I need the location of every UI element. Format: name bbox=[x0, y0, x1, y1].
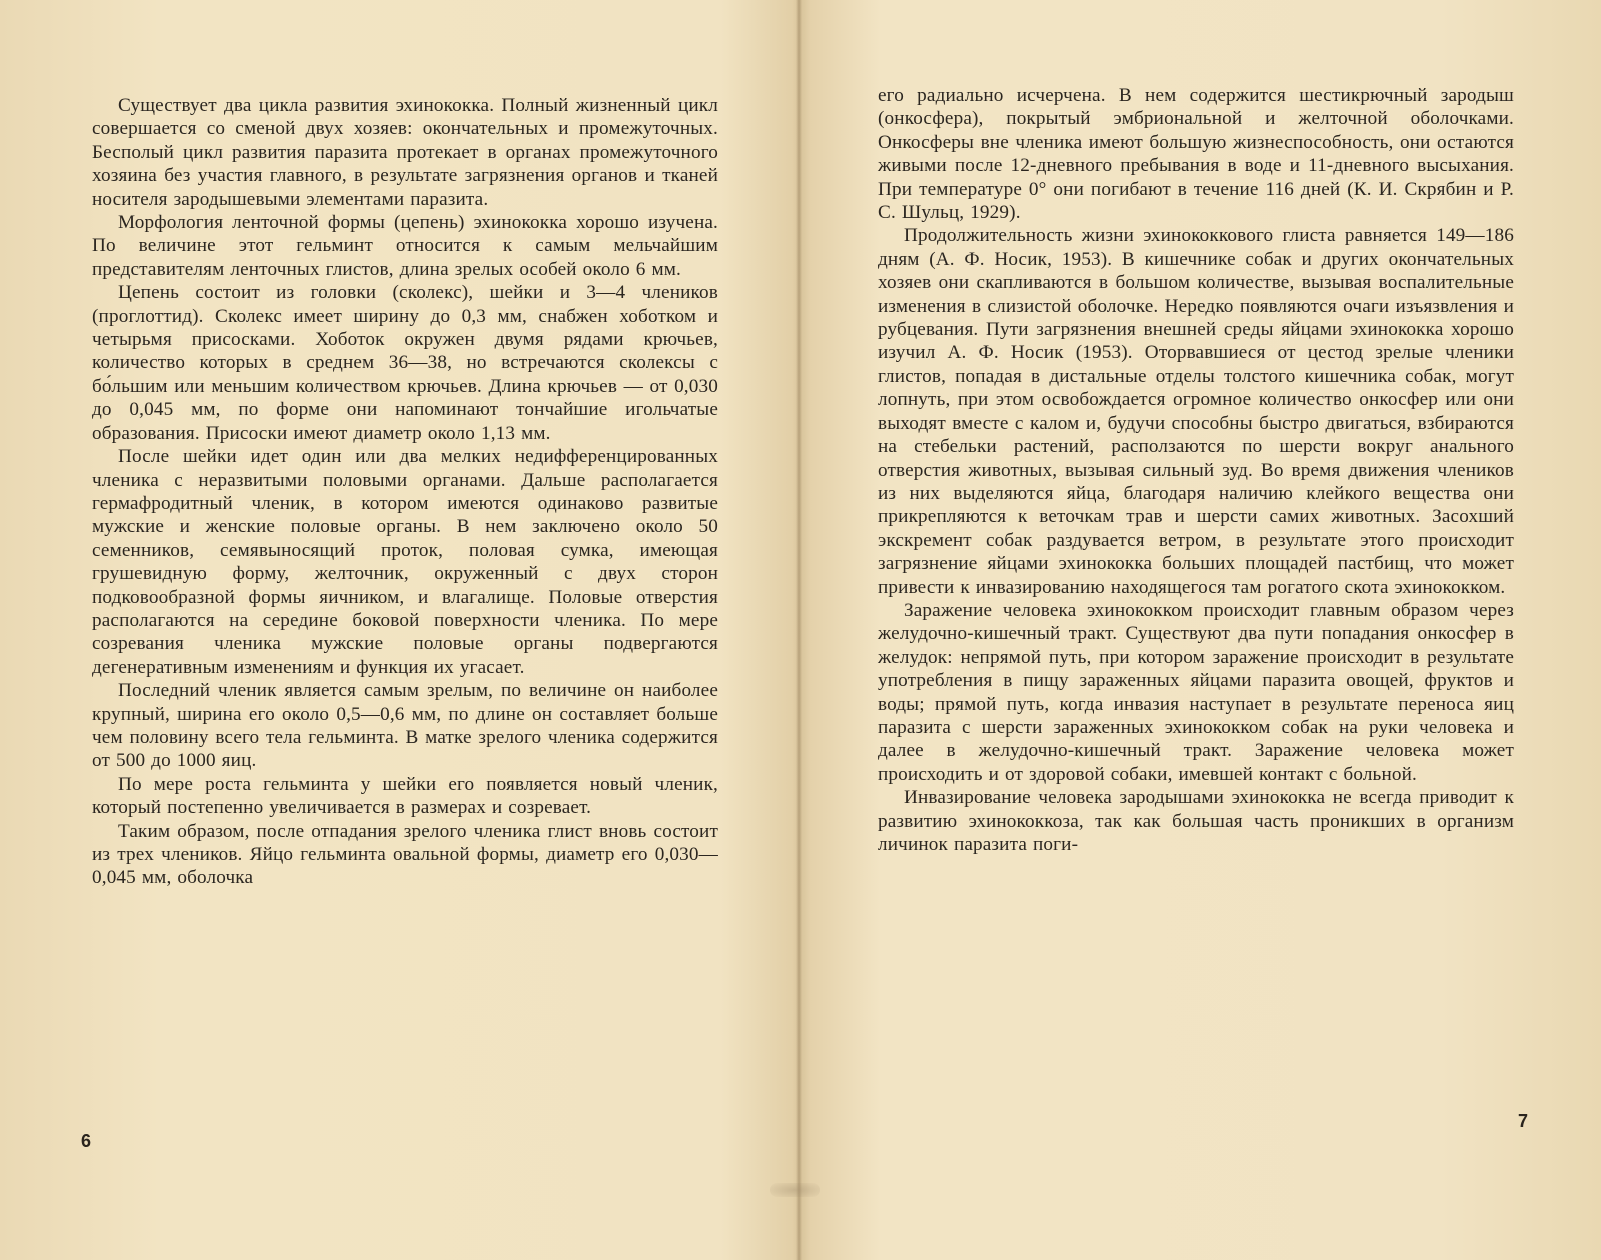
right-page-number: 7 bbox=[1518, 1111, 1529, 1131]
left-paragraph-7: Таким образом, после отпадания зрелого членика глист вновь состоит из трех члеников. Яйцо гельминта овальной формы, диаметр его 0,030—0,045 мм, оболочка bbox=[92, 820, 718, 889]
left-page-text bbox=[92, 94, 718, 890]
left-paragraph-2: Морфология ленточной формы (цепень) эхинококка хорошо изучена. По величине этот гельминт относится к самым мельчайшим представителям ленточных глистов, длина зрелых особей около 6 мм. bbox=[92, 212, 718, 280]
paper-smudge bbox=[770, 1183, 820, 1197]
left-paragraph-6: По мере роста гельминта у шейки его появляется новый членик, который постепенно увеличивается в размерах и созревает. bbox=[92, 773, 718, 819]
left-paragraph-4: После шейки идет один или два мелких недифференцированных членика с неразвитыми половыми органами. Дальше располагается гермафродитный членик, в котором имеются одинаково развитые мужские и женские половые органы. В нем заключено около 50 семенников, семявыносящий проток, половая сумка, имеющая грушевидную форму, желточник, окруженный с двух сторон подковообразной формы яичником, и влагалище. Половые отверстия располагаются на середине боковой поверхности членика. По мере созревания членика мужские половые органы подвергаются дегенеративным изменениям и функция их угасает. bbox=[92, 446, 718, 678]
right-paragraph-1: его радиально исчерчена. В нем содержится шестикрючный зародыш (онкосфера), покрытый эмбриональной и желточной оболочками. Онкосферы вне членика имеют большую жизнеспособность, они остаются живыми после 12-дневного пребывания в воде и 11-дневного высыхания. При температуре 0° они погибают в течение 116 дней (К. И. Скрябин и Р. С. Шульц, 1929). bbox=[878, 85, 1514, 224]
right-page-text bbox=[878, 84, 1514, 856]
right-page bbox=[802, 0, 1601, 1260]
left-paragraph-1: Существует два цикла развития эхинококка. Полный жизненный цикл совершается со сменой двух хозяев: окончательных и промежуточных. Бесполый цикл развития паразита протекает в органах промежуточного хозяина без участия главного, в результате загрязнения органов и тканей носителя зародышевыми элементами паразита. bbox=[92, 95, 718, 210]
right-paragraph-3: Заражение человека эхинококком происходит главным образом через желудочно-кишечный тракт. Существуют два пути попадания онкосфер в желудок: непрямой путь, при котором заражение происходит в результате употребления в пищу зараженных яйцами паразита овощей, фруктов и воды; прямой путь, когда инвазия наступает в результате переноса яиц паразита с шерсти зараженных эхинококком собак на руки человека и далее в желудочно-кишечный тракт. Заражение человека может происходить и от здоровой собаки, имевшей контакт с больной. bbox=[878, 599, 1514, 785]
left-page bbox=[0, 0, 798, 1260]
right-paragraph-4: Инвазирование человека зародышами эхинококка не всегда приводит к развитию эхинококкоза, так как большая часть проникших в организм личинок паразита поги- bbox=[878, 787, 1514, 855]
right-paragraph-2: Продолжительность жизни эхинококкового глиста равняется 149—186 дням (А. Ф. Носик, 1953). В кишечнике собак и других окончательных хозяев они скапливаются в большом количестве, вызывая воспалительные изменения в слизистой оболочке. Нередко появляются очаги изъязвления и рубцевания. Пути загрязнения внешней среды яйцами эхинококка хорошо изучил А. Ф. Носик (1953). Оторвавшиеся от цестод зрелые членики глистов, попадая в дистальные отделы толстого кишечника собак, могут лопнуть, при этом освобождается огромное количество онкосфер или они выходят вместе с калом и, будучи способны быстро двигаться, взбираются на стебельки растений, расползаются по шерсти вокруг анального отверстия животных, вызывая сильный зуд. Во время движения члеников из них выделяются яйца, благодаря наличию клейкого вещества они прикрепляются к веточкам трав и шерсти самих животных. Засохший экскремент собак раздувается ветром, в результате этого происходит загрязнение яйцами эхинококка больших площадей пастбищ, что может привести к инвазированию находящегося там рогатого скота эхинококком. bbox=[878, 225, 1514, 598]
left-paragraph-5: Последний членик является самым зрелым, по величине он наиболее крупный, ширина его около 0,5—0,6 мм, по длине он составляет больше чем половину всего тела гельминта. В матке зрелого членика содержится от 500 до 1000 яиц. bbox=[92, 680, 718, 772]
left-page-number: 6 bbox=[81, 1131, 92, 1151]
left-paragraph-3: Цепень состоит из головки (сколекс), шейки и 3—4 члеников (проглоттид). Сколекс имеет ширину до 0,3 мм, снабжен хоботком и четырьмя присосками. Хоботок окружен двумя рядами крючьев, количество которых в среднем 36—38, но встречаются сколексы с бо́льшим или меньшим количеством крючьев. Длина крючьев — от 0,030 до 0,045 мм, по форме они напоминают тончайшие игольчатые образования. Присоски имеют диаметр около 1,13 мм. bbox=[92, 282, 718, 444]
